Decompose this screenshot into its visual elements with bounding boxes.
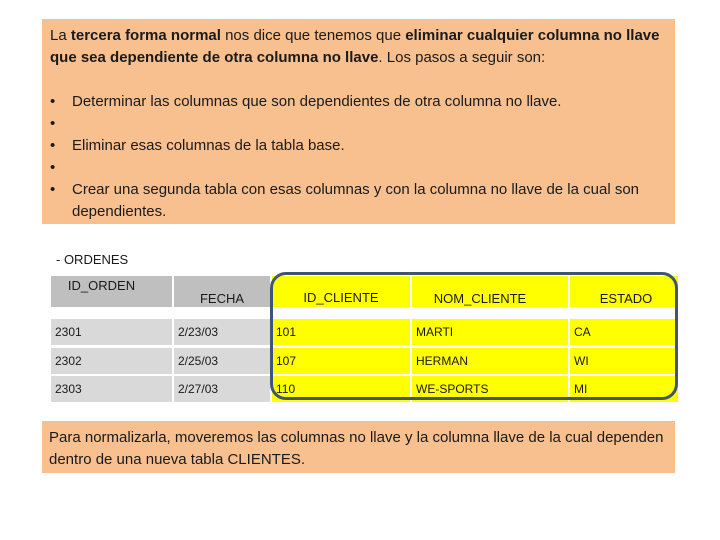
- description-box: [42, 19, 675, 224]
- table-cell: 2301: [51, 319, 172, 345]
- table-cell: 110: [272, 376, 410, 402]
- conclusion-box: [42, 421, 675, 473]
- bullet-icon: •: [50, 93, 56, 110]
- column-header-fecha: FECHA: [174, 276, 270, 307]
- table-cell: CA: [570, 319, 678, 345]
- step-text: Determinar las columnas que son dependientes de otra columna no llave.: [72, 93, 562, 110]
- column-header-nom-cliente: NOM_CLIENTE: [412, 276, 568, 307]
- table-cell: 2/23/03: [174, 319, 270, 345]
- table-cell: 107: [272, 348, 410, 374]
- bullet-icon: •: [50, 115, 56, 132]
- intro-part-2: nos dice que tenemos que: [220, 27, 406, 44]
- list-item: [50, 135, 670, 157]
- table-cell: MI: [570, 376, 678, 402]
- table-cell: WE-SPORTS: [412, 376, 568, 402]
- table-cell: MARTI: [412, 319, 568, 345]
- steps-list: [50, 91, 670, 223]
- conclusion-text: Para normalizarla, moveremos las columnas no llave y la columna llave de la cual dependen dentro de una nueva tabla CLIENTES.: [49, 429, 664, 468]
- table-cell: 2/25/03: [174, 348, 270, 374]
- intro-part-1: La: [50, 27, 71, 44]
- intro-text: [50, 25, 670, 69]
- list-item: [50, 179, 670, 223]
- table-title: - ORDENES: [56, 252, 129, 267]
- intro-bold-2: eliminar cualquier columna no llave que sea dependiente de otra columna no llave: [50, 27, 660, 66]
- column-header-id-cliente: ID_CLIENTE: [272, 276, 410, 307]
- bullet-icon: •: [50, 137, 56, 154]
- intro-part-3: . Los pasos a seguir son:: [378, 49, 546, 66]
- table-cell: HERMAN: [412, 348, 568, 374]
- intro-bold-1: tercera forma normal: [70, 27, 221, 44]
- column-header-id-orden: ID_ORDEN: [51, 276, 172, 307]
- table-cell: 2/27/03: [174, 376, 270, 402]
- list-item: [50, 91, 670, 113]
- column-header-estado: ESTADO: [570, 276, 678, 307]
- bullet-icon: •: [50, 159, 56, 176]
- table-cell: 2302: [51, 348, 172, 374]
- bullet-icon: •: [50, 181, 56, 198]
- table-cell: 101: [272, 319, 410, 345]
- list-item: [50, 113, 670, 135]
- table-cell: 2303: [51, 376, 172, 402]
- step-text: Eliminar esas columnas de la tabla base.: [72, 137, 345, 154]
- table-cell: WI: [570, 348, 678, 374]
- step-text: Crear una segunda tabla con esas columnas y con la columna no llave de la cual son dependientes.: [72, 181, 640, 220]
- list-item: [50, 157, 670, 179]
